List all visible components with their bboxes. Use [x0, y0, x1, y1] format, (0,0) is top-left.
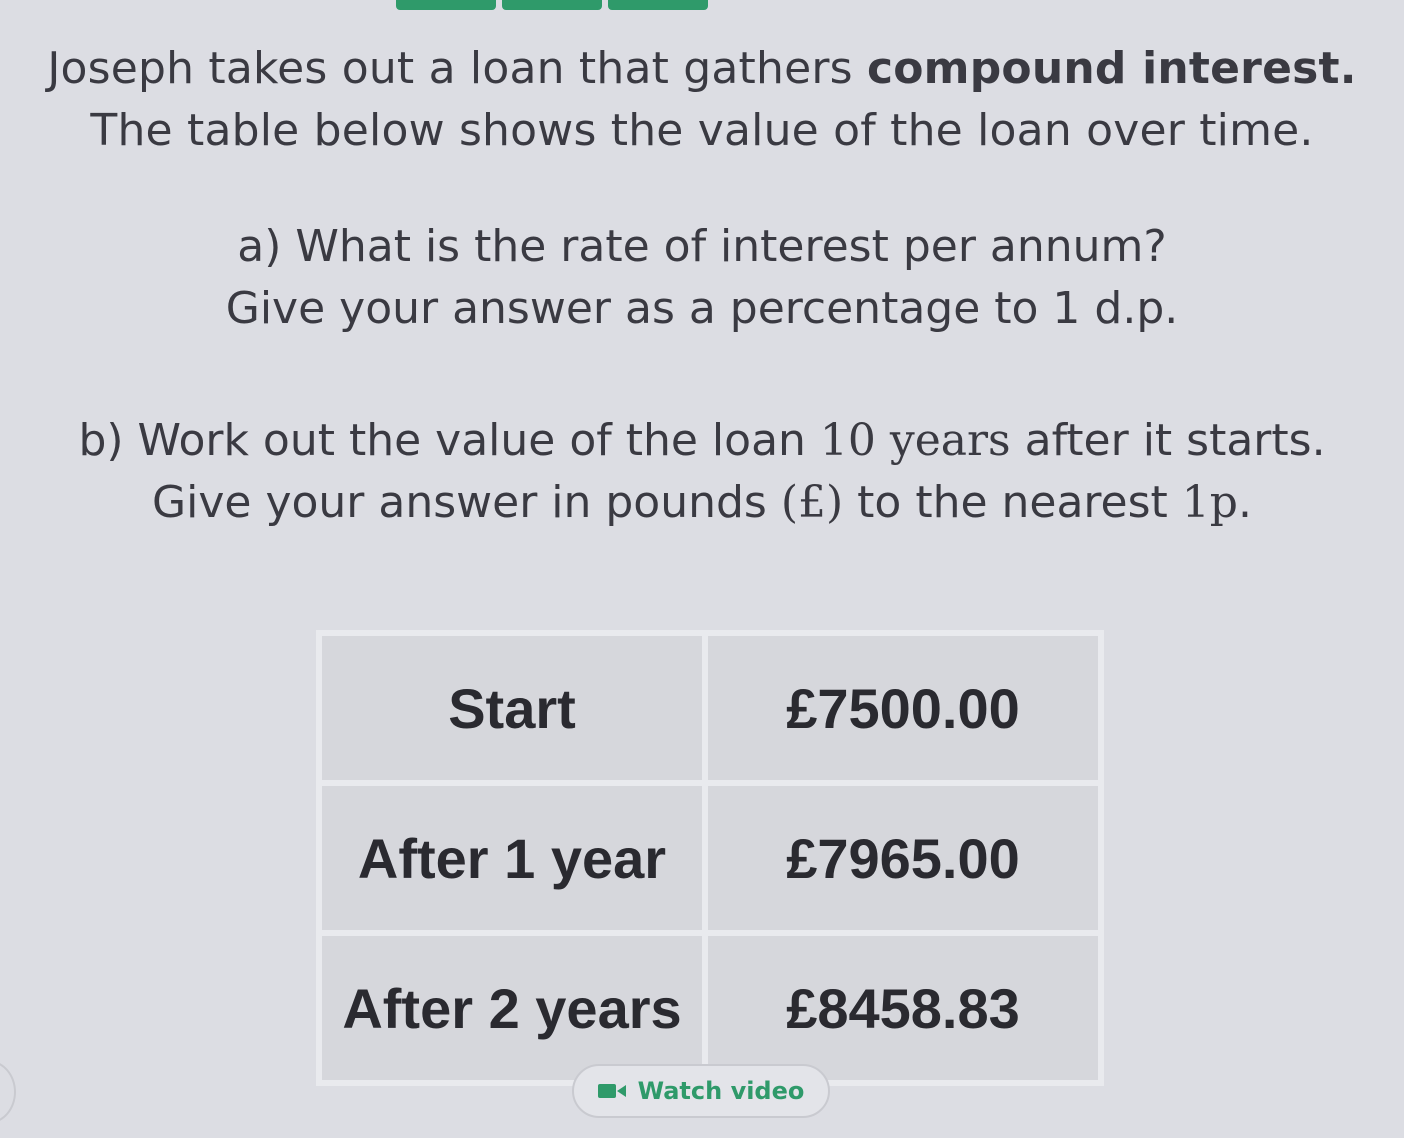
penny-unit: 1p — [1181, 477, 1238, 528]
part-b-text-end: after it starts. — [1010, 415, 1326, 466]
row-value: £8458.83 — [708, 936, 1098, 1080]
part-a-instruction: Give your answer as a percentage to 1 d.p. — [225, 283, 1179, 334]
previous-button-edge[interactable] — [0, 1060, 16, 1124]
part-a-question: a) What is the rate of interest per annum? — [237, 221, 1167, 272]
loan-value-table — [316, 630, 1104, 1086]
part-b-instruction-mid: to the nearest — [843, 477, 1182, 528]
pound-symbol: (£) — [780, 477, 844, 528]
part-b-text: b) Work out the value of the loan — [78, 415, 820, 466]
intro-line-2: The table below shows the value of the loan over time. — [90, 105, 1314, 156]
intro-text: Joseph takes out a loan that gathers — [47, 43, 867, 94]
part-b-instruction-text: Give your answer in pounds — [152, 477, 781, 528]
part-b — [0, 410, 1404, 534]
compound-interest-emphasis: compound interest. — [866, 43, 1357, 94]
part-b-instruction-end: . — [1237, 477, 1252, 528]
row-label: After 1 year — [322, 786, 702, 930]
watch-video-label: Watch video — [637, 1077, 805, 1105]
intro-line-1 — [0, 38, 1404, 100]
years-number: 10 — [819, 415, 876, 466]
progress-tab[interactable] — [396, 0, 496, 10]
part-b-instruction — [0, 472, 1404, 534]
part-b-question — [0, 410, 1404, 472]
row-label: Start — [322, 636, 702, 780]
video-camera-icon — [598, 1083, 628, 1099]
row-label: After 2 years — [322, 936, 702, 1080]
row-value: £7965.00 — [708, 786, 1098, 930]
table-row — [322, 786, 1098, 930]
question-text — [0, 38, 1404, 534]
row-value: £7500.00 — [708, 636, 1098, 780]
progress-tab[interactable] — [608, 0, 708, 10]
table-row — [322, 936, 1098, 1080]
top-progress-tabs — [396, 0, 708, 10]
years-word: years — [875, 415, 1011, 466]
table-row — [322, 636, 1098, 780]
part-a — [0, 216, 1404, 340]
progress-tab[interactable] — [502, 0, 602, 10]
watch-video-button[interactable] — [572, 1064, 830, 1118]
